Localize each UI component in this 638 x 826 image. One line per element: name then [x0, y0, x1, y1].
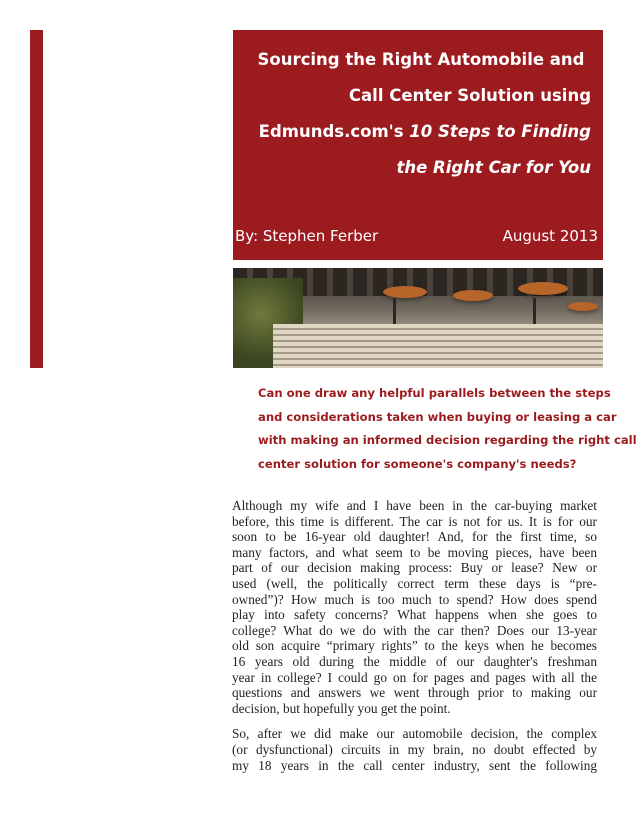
body-line: questions and answers we went through prior to making our [232, 685, 597, 701]
body-line: college? What do we do with the car then? Does our 13-year [232, 622, 597, 638]
body-line: decision, but hopefully you get the point. [232, 700, 451, 716]
body-line: my 18 years in the call center industry, sent the following [232, 757, 597, 773]
body-line: year in college? I could go on for pages and pages with all the [232, 669, 597, 685]
photo-lamp [518, 282, 568, 295]
photo-lamp [383, 286, 427, 298]
photo-stairs [273, 324, 603, 368]
title-line-3-plain: Edmunds.com's [258, 122, 410, 141]
paragraph-2 [232, 726, 597, 773]
body-line: play into safety concerns? What happens when she goes to [232, 607, 597, 623]
body-line: before, this time is different. The car is not for us. It is for our [232, 513, 597, 529]
body-line: (or dysfunctional) circuits in my brain, no doubt effected by [232, 741, 597, 757]
body-line: used (well, the politically correct term these days is “pre- [232, 575, 597, 591]
decorative-side-bar [30, 30, 43, 368]
question-line: Can one draw any helpful parallels between the steps [258, 386, 611, 400]
document-title [251, 42, 591, 186]
body-line: owned”)? How much is too much to spend? How does spend [232, 591, 597, 607]
body-line: Although my wife and I have been in the car-buying market [232, 498, 597, 513]
body-line: soon to be 16-year old daughter! And, for the first time, so [232, 529, 597, 545]
photo-lamp [453, 290, 493, 301]
title-line-1: Sourcing the Right Automobile and [257, 50, 585, 69]
title-line-3 [251, 114, 591, 150]
question-line: center solution for someone's company's needs? [258, 456, 577, 471]
body-line: many factors, and what seem to be moving pieces, have been [232, 544, 597, 560]
body-line: So, after we did make our automobile decision, the complex [232, 726, 597, 742]
lead-question [258, 382, 637, 476]
title-line-2: Call Center Solution using [348, 86, 591, 105]
stairway-photo [233, 268, 603, 368]
author: By: Stephen Ferber [235, 227, 379, 245]
paragraph-1 [232, 498, 597, 716]
question-line: with making an informed decision regarding the right call [258, 433, 637, 447]
article-body [232, 498, 597, 773]
title-line-4 [251, 150, 591, 186]
body-line: 16 years old during the middle of our daughter's freshman [232, 653, 597, 669]
title-line-3-italic: 10 Steps to Finding [409, 122, 591, 141]
title-banner [233, 30, 603, 260]
body-line: old son acquire “primary rights” to the keys when he becomes [232, 638, 597, 654]
byline [233, 227, 603, 251]
publication-date: August 2013 [502, 227, 598, 245]
title-line-4-italic: the Right Car for You [396, 158, 591, 177]
body-line: part of our decision making process: Buy or lease? New or [232, 560, 597, 576]
question-line: and considerations taken when buying or leasing a car [258, 409, 617, 424]
photo-lamp [568, 302, 598, 311]
paragraph-spacer [232, 716, 597, 726]
